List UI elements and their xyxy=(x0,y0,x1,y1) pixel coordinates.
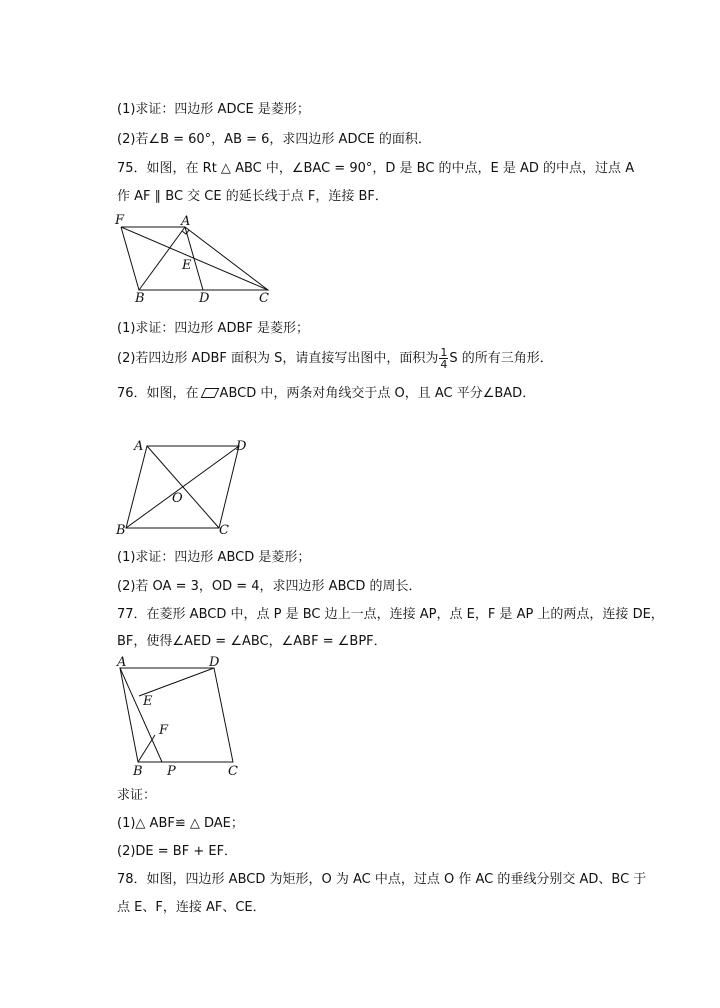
q78-statement-2: 点 E、F，连接 AF、CE． xyxy=(117,900,266,915)
fig75-label-C: C xyxy=(259,291,269,305)
q77-statement-2: BF，使得∠AED = ∠ABC，∠ABF = ∠BPF． xyxy=(117,634,387,649)
fraction-numerator: 1 xyxy=(440,346,448,359)
q75-statement-1: 75．如图，在 Rt △ ABC 中，∠BAC = 90°，D 是 BC 的中点，E 是 AD 的中点，过点 A xyxy=(117,161,635,176)
fig77-label-B: B xyxy=(133,764,143,779)
fig77-label-D: D xyxy=(209,655,220,670)
q75-part2-text: (2)若四边形 ADBF 面积为 S，请直接写出图中，面积为 xyxy=(117,351,439,366)
fig77-label-P: P xyxy=(167,764,176,779)
fig76-label-O: O xyxy=(172,491,183,506)
fig76-label-C: C xyxy=(219,523,229,538)
figure-75 xyxy=(112,210,282,305)
fig77-label-A: A xyxy=(117,655,127,670)
fig75-label-E: E xyxy=(182,258,192,273)
fig76-label-D: D xyxy=(236,439,247,454)
q77-part2: (2)DE = BF + EF． xyxy=(117,844,238,859)
fig75-segment-BA xyxy=(139,227,185,290)
fig77-label-E: E xyxy=(143,694,153,709)
q75-part2-text-end: S 的所有三角形． xyxy=(449,351,553,366)
fig76-label-B: B xyxy=(116,523,126,538)
fraction-one-quarter xyxy=(439,347,448,370)
q74-part1: (1)求证：四边形 ADCE 是菱形； xyxy=(117,102,310,117)
q78-statement-1: 78．如图，四边形 ABCD 为矩形，O 为 AC 中点，过点 O 作 AC 的垂线分别交 AD、BC 于 xyxy=(117,872,647,887)
fig77-label-F: F xyxy=(159,723,169,738)
q75-part2 xyxy=(117,346,553,372)
fig75-segment-FC xyxy=(121,227,268,290)
fig77-label-C: C xyxy=(228,764,238,779)
q76-statement xyxy=(117,385,535,403)
fig75-label-A: A xyxy=(181,214,191,229)
q76-statement-end: ABCD 中，两条对角线交于点 O，且 AC 平分∠BAD． xyxy=(219,386,536,401)
q77-statement-1: 77．在菱形 ABCD 中，点 P 是 BC 边上一点，连接 AP，点 E，F 是 AP 上的两点，连接 DE， xyxy=(117,607,664,622)
fig75-right-angle-mark xyxy=(182,230,189,234)
fig77-segment-AP xyxy=(120,668,162,762)
q77-prove-label: 求证： xyxy=(117,788,157,803)
fraction-denominator: 4 xyxy=(440,358,448,371)
fig76-label-A: A xyxy=(134,439,144,454)
figure-76 xyxy=(112,432,252,542)
fig75-label-F: F xyxy=(115,213,125,228)
fig77-segment-DE xyxy=(139,668,214,696)
q76-statement-start: 76．如图，在 xyxy=(117,386,199,401)
q74-part2: (2)若∠B = 60°，AB = 6，求四边形 ADCE 的面积． xyxy=(117,132,431,147)
q77-part1: (1)△ ABF≌ △ DAE； xyxy=(117,816,244,831)
figure-77 xyxy=(112,652,252,780)
fig75-label-B: B xyxy=(135,291,145,305)
fig77-segment-BF xyxy=(138,735,155,762)
q76-part1: (1)求证：四边形 ABCD 是菱形； xyxy=(117,550,311,565)
q75-part1: (1)求证：四边形 ADBF 是菱形； xyxy=(117,321,309,336)
q75-statement-2: 作 AF ∥ BC 交 CE 的延长线于点 F，连接 BF． xyxy=(117,189,388,204)
q76-part2: (2)若 OA = 3，OD = 4，求四边形 ABCD 的周长． xyxy=(117,579,422,594)
parallelogram-icon xyxy=(200,388,219,398)
fig75-label-D: D xyxy=(199,291,210,305)
